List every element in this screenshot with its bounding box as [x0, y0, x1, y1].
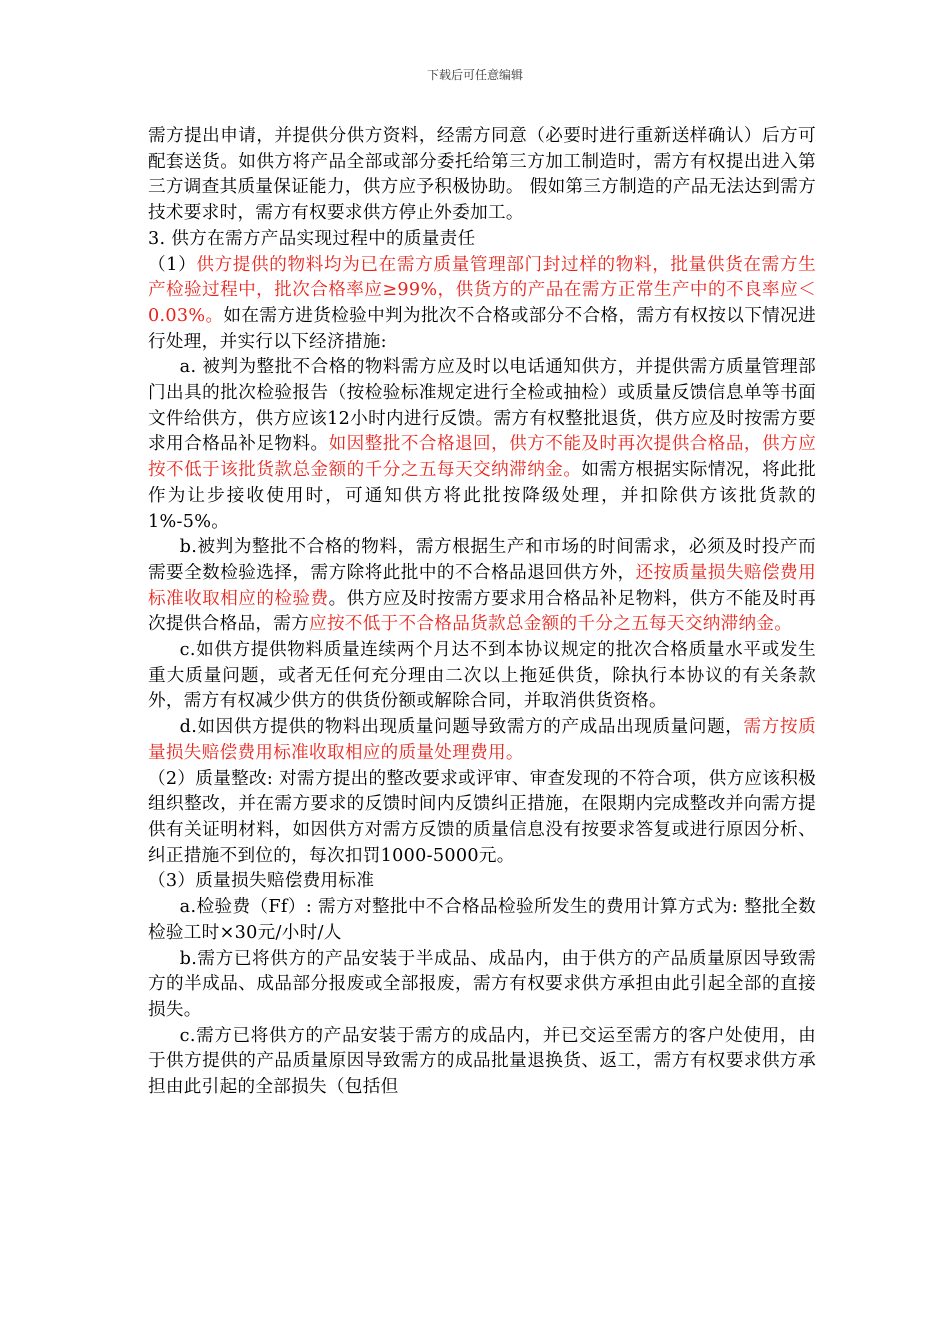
text-segment: a. 被判为整批不合格的物料需方应及时以电话通知供方，并提供需方质量管理部门出具的批次检验报告（按检验标准规定进行全检或抽检）或质量反馈信息单等书面文件给供方，供方应该12小时内进行反馈。需方有权整批退货，供方应及时按需方要求用合格品补足物料。 [148, 357, 816, 455]
paragraph [148, 638, 816, 715]
text-segment: 3. 供方在需方产品实现过程中的质量责任 [148, 228, 476, 249]
text-segment: a.检验费（Ff）: 需方对整批中不合格品检验所发生的费用计算方式为: 整批全数检验工时×30元/小时/人 [148, 897, 816, 943]
text-segment: b.需方已将供方的产品安装于半成品、成品内，由于供方的产品质量原因导致需方的半成品、成品部分报废或全部报废，需方有权要求供方承担由此引起全部的直接损失。 [148, 948, 816, 1020]
paragraph [148, 253, 816, 356]
paragraph [148, 767, 816, 870]
highlighted-text: 需方按质量损失赔偿费用标准收取相应的质量处理费用。 [148, 717, 816, 763]
text-segment: （1） [148, 254, 197, 275]
document-body [148, 124, 816, 1101]
text-segment: 需方提出申请，并提供分供方资料，经需方同意（必要时进行重新送样确认）后方可配套送货。如供方将产品全部或部分委托给第三方加工制造时，需方有权提出进入第三方调查其质量保证能力，供方应予积极协助。 假如第三方制造的产品无法达到需方技术要求时，需方有权要求供方停止外委加工。 [148, 126, 816, 224]
highlighted-text: 还按质量损失赔偿费用标准收取相应的检验费 [148, 562, 816, 609]
text-segment: d.如因供方提供的物料出现质量问题导致需方的产成品出现质量问题， [179, 717, 744, 738]
paragraph [148, 355, 816, 535]
paragraph [148, 227, 816, 253]
paragraph [148, 895, 816, 946]
page-header: 下载后可任意编辑 [426, 68, 523, 82]
text-segment: c.需方已将供方的产品安装于需方的成品内，并已交运至需方的客户处使用，由于供方提供的产品质量原因导致需方的成品批量退换货、返工，需方有权要求供方承担由此引起的全部损失（包括但 [148, 1025, 816, 1098]
paragraph [148, 535, 816, 638]
highlighted-text: 如因整批不合格退回，供方不能及时再次提供合格品，供方应按不低于该批货款总金额的千分之五每天交纳滞纳金。 [148, 434, 816, 481]
text-segment: （3）质量损失赔偿费用标准 [148, 871, 375, 892]
text-segment: c.如供方提供物料质量连续两个月达不到本协议规定的批次合格质量水平或发生重大质量问题，或者无任何充分理由二次以上拖延供货，除执行本协议的有关条款外，需方有权减少供方的供货份额或解除合同，并取消供货资格。 [148, 640, 816, 712]
paragraph [148, 1024, 816, 1101]
paragraph [148, 869, 816, 895]
highlighted-text: 供方提供的物料均为已在需方质量管理部门封过样的物料，批量供货在需方生产检验过程中，批次合格率应≥99%，供货方的产品在需方正常生产中的不良率应＜0.03%。 [148, 254, 816, 326]
paragraph [148, 124, 816, 227]
text-segment: 。供方应及时按需方要求用合格品补足物料，供方不能及时再次提供合格品，需方 [148, 588, 816, 635]
text-segment: 如需方根据实际情况，将此批作为让步接收使用时，可通知供方将此批按降级处理，并扣除供方该批货款的1%-5%。 [148, 460, 817, 532]
highlighted-text: 应按不低于不合格品货款总金额的千分之五每天交纳滞纳金。 [309, 614, 793, 635]
paragraph [148, 715, 816, 766]
text-segment: 如在需方进货检验中判为批次不合格或部分不合格，需方有权按以下情况进行处理，并实行以下经济措施: [148, 305, 816, 352]
text-segment: b.被判为整批不合格的物料，需方根据生产和市场的时间需求，必须及时投产而需要全数检验选择，需方除将此批中的不合格品退回供方外， [148, 537, 816, 583]
paragraph [148, 947, 816, 1024]
text-segment: （2）质量整改: 对需方提出的整改要求或评审、审查发现的不符合项，供方应该积极组织整改，并在需方要求的反馈时间内反馈纠正措施，在限期内完成整改并向需方提供有关证明材料，如因供方对需方反馈的质量信息没有按要求答复或进行原因分析、纠正措施不到位的，每次扣罚1000-5000元。 [148, 768, 816, 866]
